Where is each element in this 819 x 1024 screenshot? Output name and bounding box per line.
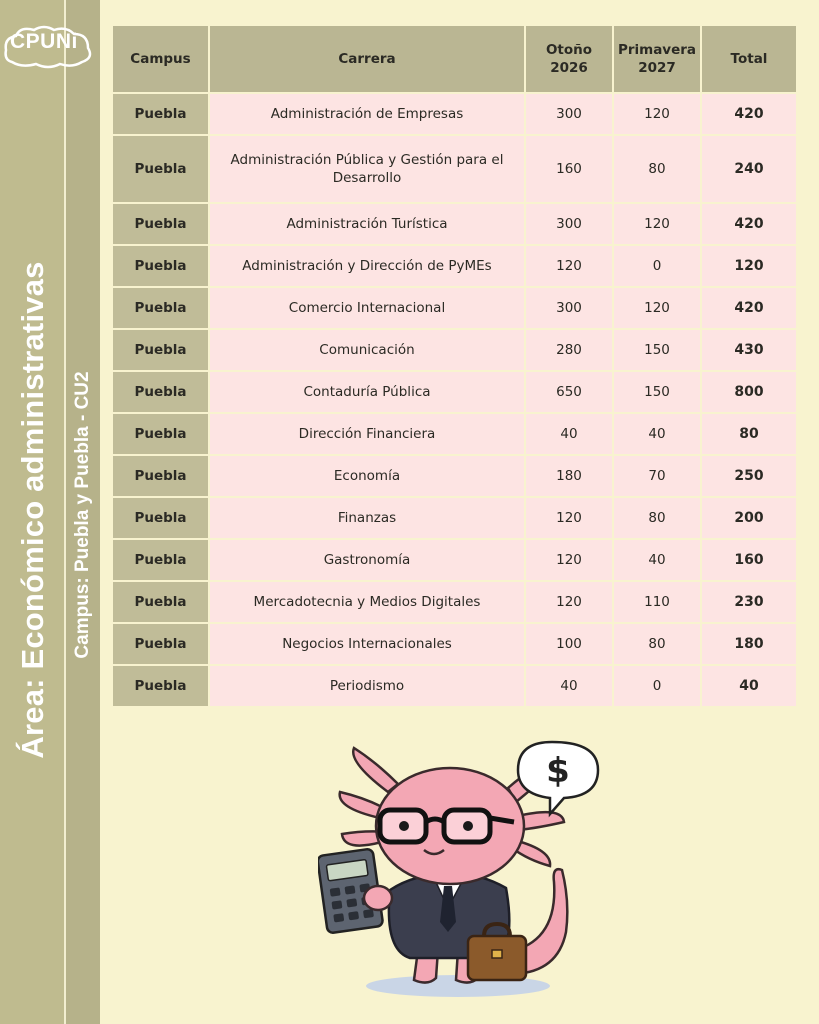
primavera-cell: 80: [614, 624, 702, 666]
otono-cell: 100: [526, 624, 614, 666]
table-row: [113, 94, 796, 136]
campus-cell: Puebla: [113, 456, 210, 498]
table-row: [113, 666, 796, 708]
total-cell: 200: [702, 498, 796, 540]
campus-cell: Puebla: [113, 414, 210, 456]
total-cell: 430: [702, 330, 796, 372]
header-campus: Campus: [113, 26, 210, 94]
area-title: Área: Económico administrativas: [15, 261, 50, 759]
sidebar-divider: [64, 0, 66, 1024]
table-body: [113, 94, 796, 708]
axolotl-mascot-icon: [318, 722, 608, 1002]
carrera-cell: Administración Turística: [210, 204, 526, 246]
carrera-cell: Comercio Internacional: [210, 288, 526, 330]
total-cell: 80: [702, 414, 796, 456]
otono-cell: 180: [526, 456, 614, 498]
header-carrera: Carrera: [210, 26, 526, 94]
table-row: [113, 582, 796, 624]
header-otono: Otoño 2026: [526, 26, 614, 94]
campus-cell: Puebla: [113, 372, 210, 414]
otono-cell: 120: [526, 246, 614, 288]
table-row: [113, 246, 796, 288]
table-row: [113, 456, 796, 498]
table-row: [113, 330, 796, 372]
campus-cell: Puebla: [113, 204, 210, 246]
total-cell: 180: [702, 624, 796, 666]
table-row: [113, 136, 796, 204]
carrera-cell: Administración Pública y Gestión para el Desarrollo: [210, 136, 526, 204]
total-cell: 40: [702, 666, 796, 708]
primavera-cell: 0: [614, 666, 702, 708]
table-row: [113, 540, 796, 582]
campus-cell: Puebla: [113, 136, 210, 204]
primavera-cell: 80: [614, 136, 702, 204]
primavera-cell: 110: [614, 582, 702, 624]
otono-cell: 300: [526, 204, 614, 246]
carrera-cell: Gastronomía: [210, 540, 526, 582]
primavera-cell: 40: [614, 540, 702, 582]
primavera-cell: 120: [614, 288, 702, 330]
primavera-cell: 150: [614, 372, 702, 414]
otono-cell: 280: [526, 330, 614, 372]
primavera-cell: 120: [614, 94, 702, 136]
total-cell: 800: [702, 372, 796, 414]
carrera-cell: Mercadotecnia y Medios Digitales: [210, 582, 526, 624]
otono-cell: 120: [526, 582, 614, 624]
total-cell: 240: [702, 136, 796, 204]
total-cell: 420: [702, 94, 796, 136]
carrera-cell: Administración y Dirección de PyMEs: [210, 246, 526, 288]
carrera-cell: Economía: [210, 456, 526, 498]
campus-cell: Puebla: [113, 666, 210, 708]
otono-cell: 120: [526, 498, 614, 540]
table-row: [113, 372, 796, 414]
primavera-cell: 0: [614, 246, 702, 288]
otono-cell: 650: [526, 372, 614, 414]
primavera-cell: 120: [614, 204, 702, 246]
table-header-row: [113, 26, 796, 94]
carrera-cell: Negocios Internacionales: [210, 624, 526, 666]
table-row: [113, 498, 796, 540]
campus-cell: Puebla: [113, 582, 210, 624]
speech-bubble-dollar: $: [546, 751, 570, 791]
table-row: [113, 288, 796, 330]
total-cell: 250: [702, 456, 796, 498]
brand-logo-text: CPUNi: [10, 30, 78, 53]
otono-cell: 120: [526, 540, 614, 582]
total-cell: 120: [702, 246, 796, 288]
primavera-cell: 40: [614, 414, 702, 456]
table-row: [113, 624, 796, 666]
primavera-cell: 150: [614, 330, 702, 372]
carrera-cell: Administración de Empresas: [210, 94, 526, 136]
campus-cell: Puebla: [113, 330, 210, 372]
otono-cell: 300: [526, 288, 614, 330]
campus-cell: Puebla: [113, 246, 210, 288]
header-total: Total: [702, 26, 796, 94]
otono-cell: 300: [526, 94, 614, 136]
table-row: [113, 414, 796, 456]
campus-cell: Puebla: [113, 498, 210, 540]
table-row: [113, 204, 796, 246]
carrera-cell: Finanzas: [210, 498, 526, 540]
campus-cell: Puebla: [113, 94, 210, 136]
campus-cell: Puebla: [113, 540, 210, 582]
carrera-cell: Periodismo: [210, 666, 526, 708]
total-cell: 160: [702, 540, 796, 582]
total-cell: 420: [702, 204, 796, 246]
careers-table: [113, 26, 796, 708]
campus-cell: Puebla: [113, 624, 210, 666]
primavera-cell: 70: [614, 456, 702, 498]
otono-cell: 40: [526, 414, 614, 456]
carrera-cell: Comunicación: [210, 330, 526, 372]
otono-cell: 40: [526, 666, 614, 708]
total-cell: 420: [702, 288, 796, 330]
carrera-cell: Dirección Financiera: [210, 414, 526, 456]
campus-cell: Puebla: [113, 288, 210, 330]
otono-cell: 160: [526, 136, 614, 204]
header-primavera: Primavera 2027: [614, 26, 702, 94]
carrera-cell: Contaduría Pública: [210, 372, 526, 414]
primavera-cell: 80: [614, 498, 702, 540]
campus-subtitle: Campus: Puebla y Puebla - CU2: [72, 371, 93, 659]
total-cell: 230: [702, 582, 796, 624]
